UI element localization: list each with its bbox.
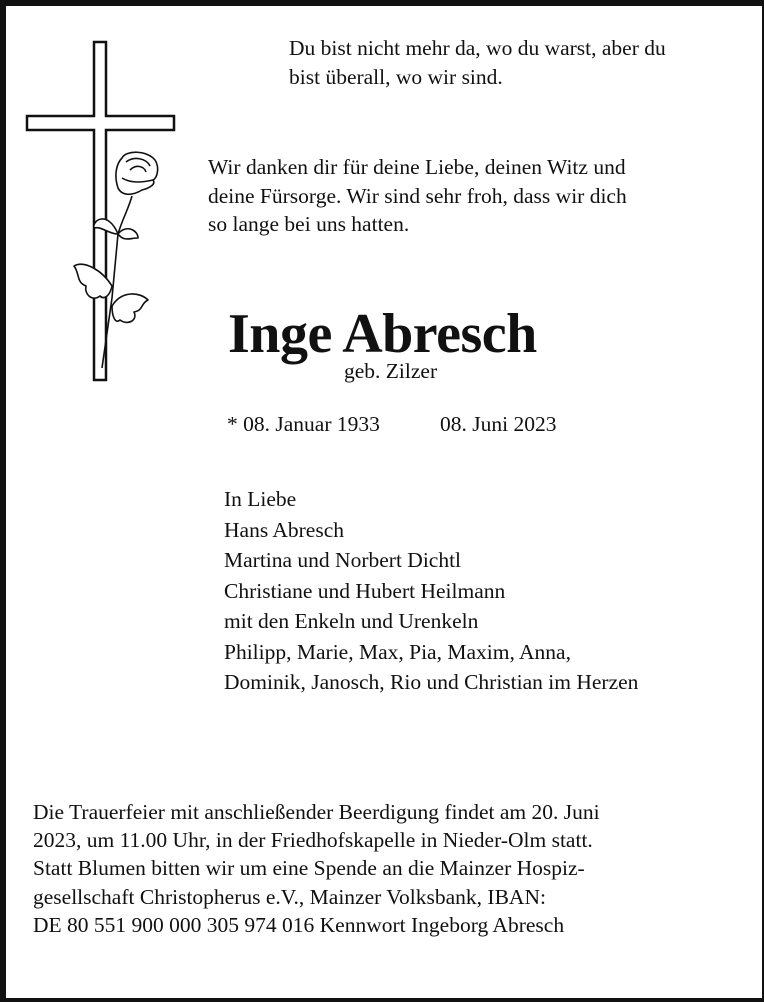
thanks-line: Wir danken dir für deine Liebe, deinen Witz und: [208, 155, 626, 179]
death-date: 08. Juni 2023: [440, 412, 557, 436]
family-line: Philipp, Marie, Max, Pia, Maxim, Anna,: [224, 639, 571, 664]
family-line: mit den Enkeln und Urenkeln: [224, 609, 479, 633]
family-line: Dominik, Janosch, Rio und Christian im Herzen: [224, 670, 639, 694]
family-line: Martina und Norbert Dichtl: [224, 548, 462, 572]
quote-text: [289, 34, 666, 91]
family-line: In Liebe: [224, 487, 297, 511]
maiden-name: geb. Zilzer: [344, 359, 438, 383]
funeral-line: gesellschaft Christopherus e.V., Mainzer Volksbank, IBAN:: [33, 884, 546, 909]
funeral-info: [33, 798, 600, 939]
birth-date: * 08. Januar 1933: [227, 412, 380, 436]
thanks-line: so lange bei uns hatten.: [208, 212, 410, 236]
funeral-line: 2023, um 11.00 Uhr, in der Friedhofskapelle in Nieder-Olm statt.: [33, 828, 593, 853]
family-list: [224, 484, 638, 698]
quote-line: Du bist nicht mehr da, wo du warst, aber du: [289, 36, 666, 60]
funeral-line: Die Trauerfeier mit anschließender Beerdigung findet am 20. Juni: [33, 800, 600, 824]
family-line: Hans Abresch: [224, 517, 345, 542]
family-line: Christiane und Hubert Heilmann: [224, 578, 506, 603]
cross-with-rose-icon: [22, 38, 182, 383]
funeral-line: DE 80 551 900 000 305 974 016 Kennwort Ingeborg Abresch: [33, 912, 565, 937]
funeral-line: Statt Blumen bitten wir um eine Spende an die Mainzer Hospiz-: [33, 856, 585, 881]
quote-line: bist überall, wo wir sind.: [289, 64, 503, 89]
deceased-name: Inge Abresch: [228, 303, 537, 365]
thanks-line: deine Fürsorge. Wir sind sehr froh, dass wir dich: [208, 183, 627, 208]
thanks-text: [208, 153, 627, 239]
